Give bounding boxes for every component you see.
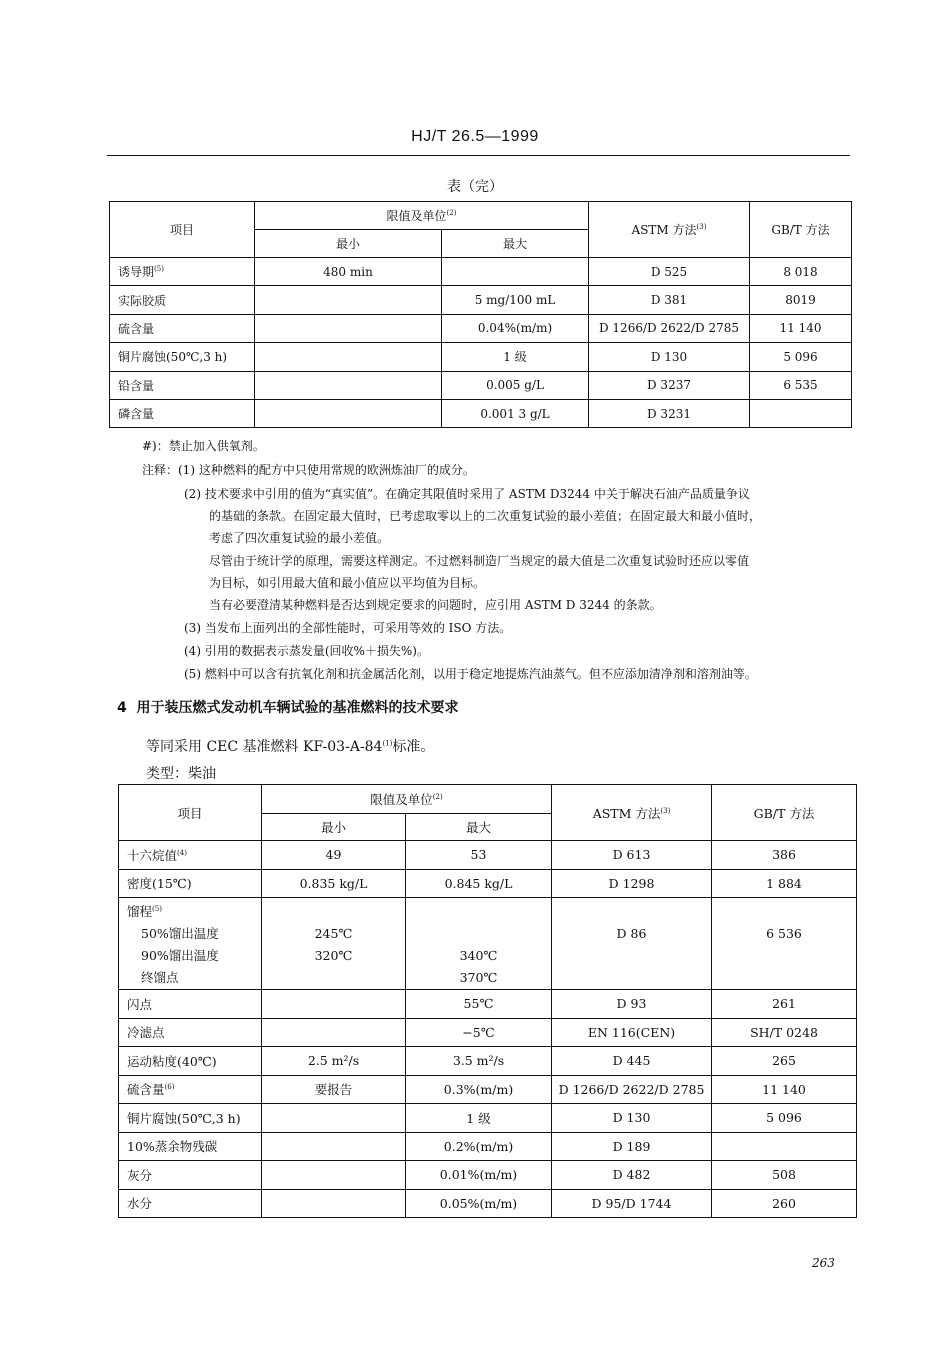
table-row [119,1018,857,1047]
note-2b: 的基础的条款。在固定最大值时，已考虑取零以上的二次重复试验的最小差值；在固定最大和最小值时， [209,509,762,523]
table2-cell-item [119,1161,262,1190]
table1-cell-gbt [750,343,852,371]
table1-cell-item [110,314,255,342]
table1-gbt-text: 6 535 [783,378,818,393]
table1-gbt-text: 11 140 [779,321,822,336]
table1-cell-gbt [750,371,852,399]
table2-cell-max [406,1104,552,1133]
table2-astm-text: D 1298 [608,875,655,891]
table1-cell-astm [589,286,750,314]
table2-distillation [119,898,857,990]
table1-cell-item [110,343,255,371]
note-2d: 尽管由于统计学的原理，需要这样测定。不过燃料制造厂当规定的最大值是二次重复试验时还应以零值 [209,554,750,568]
table2-min-text: 0.835 kg/L [299,875,368,891]
note-2c: 考虑了四次重复试验的最小差值。 [209,531,390,545]
table2-cell-gbt [712,1161,857,1190]
table2-astm-text: D 1266/D 2622/D 2785 [558,1081,705,1097]
table2-item-text: 10%蒸余物残碳 [127,1139,218,1155]
table1-header-row [110,202,852,230]
table2-header-gbt: GB/T 方法 [712,785,857,841]
table2-cell-item [119,990,262,1019]
note-2f: 当有必要澄清某种燃料是否达到规定要求的问题时，应引用 ASTM D 3244 的条款。 [209,598,662,612]
table1-cell-min [255,314,442,342]
table2-header-limit [262,785,552,814]
table2-item-text: 冷滤点 [127,1025,165,1041]
table2-max-text: 1 级 [466,1110,491,1126]
table2-astm-text: EN 116(CEN) [587,1024,676,1040]
table2-cell-astm [552,1132,712,1161]
table2-cell-astm [552,1018,712,1047]
table2-cell-min [262,1132,406,1161]
table2-body-b [119,990,857,1218]
table-row [119,990,857,1019]
distill-gbt: 6 536 [766,926,802,941]
table1-item-text: 硫含量 [118,321,155,336]
table2-item-note: (6) [164,1083,175,1092]
table2-cell-astm [552,1075,712,1104]
table2-cell-gbt [712,1075,857,1104]
table2-cell-astm [552,1047,712,1076]
table2-max-text: 55℃ [463,996,494,1012]
distill-max-cell [406,898,552,990]
table2-max-text: 0.2%(m/m) [443,1138,514,1154]
table2-cell-max [406,990,552,1019]
table1-cell-item [110,399,255,427]
table1-astm-text: D 130 [650,349,688,364]
table1-cell-gbt [750,314,852,342]
table1-header-limit-label: 限值及单位 [386,209,447,223]
table-row [110,286,852,314]
distill-max90: 340℃ [459,948,498,963]
table1-max-text: 0.001 3 g/L [480,406,550,421]
table2-cell-item [119,1104,262,1133]
table2-cell-min [262,1189,406,1218]
table1-header-limit-note: (2) [446,209,457,217]
table2-cell-item [119,1018,262,1047]
table2-cell-astm [552,990,712,1019]
table-row [119,841,857,870]
table1-cell-max [442,286,589,314]
table2-cell-gbt [712,1189,857,1218]
table-row [110,314,852,342]
table1-cell-min [255,286,442,314]
distill-item-note: (5) [152,904,162,913]
table2-gbt-text: 1 884 [766,875,802,891]
table1-min-text: 480 min [323,264,373,279]
table2-item-text: 密度(15℃) [127,876,192,892]
table1-cell-gbt [750,258,852,286]
table1-header-max: 最大 [442,230,589,258]
table1-caption: 表（完） [447,179,503,195]
table1-max-text: 1 级 [503,350,527,365]
para1-note: (1) [382,739,393,748]
table1-item-text: 铜片腐蚀(50℃,3 h) [118,350,228,365]
table2-cell-gbt [712,1104,857,1133]
table1-header-gbt: GB/T 方法 [750,202,852,258]
table2-cell-min [262,990,406,1019]
table2-max-text: 0.05%(m/m) [439,1195,518,1211]
table-row [119,1189,857,1218]
table2-cell-max [406,1047,552,1076]
table2 [118,784,857,1218]
table1-astm-text: D 525 [650,264,688,279]
table2-cell-min [262,869,406,898]
table2-astm-text: D 189 [612,1138,651,1154]
table2-cell-gbt [712,990,857,1019]
table2-header-astm-label: ASTM 方法 [592,805,661,821]
table1-cell-max [442,258,589,286]
table2-header-limit-label: 限值及单位 [370,792,433,807]
distill-min50: 245℃ [314,926,353,941]
table2-cell-max [406,841,552,870]
table1-header-min: 最小 [255,230,442,258]
table1-cell-max [442,343,589,371]
table2-astm-text: D 93 [616,996,647,1012]
table2-cell-astm [552,1104,712,1133]
table1-astm-text: D 3231 [647,406,691,421]
table1-cell-min [255,399,442,427]
distill-min90: 320℃ [314,948,353,963]
table1-cell-item [110,258,255,286]
page-number: 263 [812,1256,835,1270]
table2-cell-min [262,1104,406,1133]
distill-item-label [127,901,257,923]
distill-gbt-cell [712,898,857,990]
table1-cell-item [110,371,255,399]
note-3: (3) 当发布上面列出的全部性能时，可采用等效的 ISO 方法。 [184,621,512,635]
table2-gbt-text: 265 [772,1053,796,1069]
table2-item-text: 铜片腐蚀(50℃,3 h) [127,1110,241,1126]
table-row [110,258,852,286]
table-row [119,1075,857,1104]
table2-cell-gbt [712,841,857,870]
table2-header-item: 项目 [119,785,262,841]
table2-min-text: 2.5 m²/s [307,1053,360,1069]
table2-gbt-text: 261 [772,996,796,1012]
table2-item-text: 闪点 [127,996,153,1012]
section-4-number: 4 [117,700,127,716]
table1-item-text: 铅含量 [118,378,155,393]
table1-body [110,258,852,428]
table2-item-text: 十六烷值 [127,847,178,863]
table1-astm-text: D 1266/D 2622/D 2785 [598,321,739,336]
table2-gbt-text: 11 140 [762,1081,806,1097]
distill-astm-cell [552,898,712,990]
table2-cell-min [262,841,406,870]
distill-r50: 50%馏出温度 [141,926,219,941]
distill-rend: 终馏点 [141,970,179,985]
table2-cell-max [406,1132,552,1161]
table2-cell-gbt [712,869,857,898]
table1-header-astm-note: (3) [696,223,707,231]
distill-min-cell [262,898,406,990]
table-row [110,399,852,427]
table2-header-min: 最小 [262,814,406,841]
table1-cell-gbt [750,286,852,314]
table1-header-limit [255,202,589,230]
table2-cell-astm [552,1189,712,1218]
table2-astm-text: D 445 [612,1053,651,1069]
para1-text-a: 等同采用 CEC 基准燃料 KF-03-A-84 [146,739,383,755]
table1-item-text: 磷含量 [118,407,155,422]
table1 [109,201,852,428]
table1-header-astm [589,202,750,258]
table2-cell-min [262,1047,406,1076]
table1-gbt-text: 8 018 [783,264,818,279]
note-hash: #)：禁止加入供氧剂。 [142,439,265,453]
note-5: (5) 燃料中可以含有抗氧化剂和抗金属活化剂，以用于稳定地提炼汽油蒸气。但不应添加清净剂和溶剂油等。 [184,667,757,681]
table2-cell-gbt [712,1018,857,1047]
table2-header-astm [552,785,712,841]
table2-cell-gbt [712,1132,857,1161]
table1-cell-min [255,371,442,399]
table2-max-text: 0.3%(m/m) [443,1081,514,1097]
table2-cell-item [119,1132,262,1161]
table2-item-text: 水分 [127,1196,153,1212]
table1-cell-max [442,314,589,342]
distill-item-cell [119,898,262,990]
table-row-distillation [119,898,857,990]
table1-cell-item [110,286,255,314]
table2-cell-astm [552,869,712,898]
table2-cell-min [262,1018,406,1047]
table-row [119,1047,857,1076]
section-4-heading [117,697,459,717]
table2-header-limit-note: (2) [432,792,443,801]
table1-cell-max [442,371,589,399]
table2-astm-text: D 130 [612,1110,651,1126]
table2-cell-max [406,1161,552,1190]
table2-cell-item [119,1047,262,1076]
distill-item-text: 馏程 [127,904,153,919]
table1-item-text: 诱导期 [118,265,155,280]
table2-cell-max [406,869,552,898]
table2-gbt-text: 386 [772,847,796,863]
table2-header-max: 最大 [406,814,552,841]
table1-max-text: 0.005 g/L [486,378,544,393]
table2-max-text: 53 [470,847,487,863]
table2-astm-text: D 613 [612,847,651,863]
table1-astm-text: D 3237 [647,378,691,393]
table1-cell-astm [589,343,750,371]
table2-max-text: 3.5 m²/s [452,1053,505,1069]
table2-astm-text: D 482 [612,1167,651,1183]
table2-cell-max [406,1075,552,1104]
table2-header-astm-note: (3) [660,806,671,815]
table1-max-text: 0.04%(m/m) [477,321,553,336]
table2-item-note: (4) [177,848,187,857]
table2-item-text: 运动粘度(40℃) [127,1053,217,1069]
table2-cell-astm [552,1161,712,1190]
table1-astm-text: D 381 [650,293,688,308]
page-header: HJ/T 26.5—1999 [411,128,539,145]
header-rule [107,155,850,156]
table2-cell-gbt [712,1047,857,1076]
table1-cell-max [442,399,589,427]
table2-min-text: 49 [325,847,342,863]
table-row [110,343,852,371]
table-row [110,371,852,399]
table1-gbt-text: 5 096 [783,349,818,364]
table2-item-text: 灰分 [127,1167,153,1183]
table1-item-text: 实际胶质 [118,293,167,308]
table2-header-row [119,785,857,814]
table2-cell-min [262,1075,406,1104]
section-4-title: 用于装压燃式发动机车辆试验的基准燃料的技术要求 [136,700,459,716]
table-row [119,869,857,898]
table1-header-item: 项目 [110,202,255,258]
table2-cell-item [119,869,262,898]
table2-cell-min [262,1161,406,1190]
table2-astm-text: D 95/D 1744 [591,1195,672,1211]
table2-gbt-text: 5 096 [766,1110,802,1126]
distill-astm: D 86 [616,926,647,941]
table-row [119,1161,857,1190]
table2-cell-item [119,1075,262,1104]
distill-maxend: 370℃ [459,970,498,985]
table2-body-a [119,841,857,898]
section-4-paragraph-2: 类型：柴油 [146,766,216,782]
table1-item-note: (5) [154,265,164,274]
table2-gbt-text: 260 [772,1195,796,1211]
distill-r90: 90%馏出温度 [141,948,219,963]
table2-min-text: 要报告 [314,1082,353,1098]
table1-cell-min [255,343,442,371]
note-2e: 为目标，如引用最大值和最小值应以平均值为目标。 [209,576,486,590]
table2-max-text: −5℃ [462,1024,495,1040]
note-2a: (2) 技术要求中引用的值为“真实值”。在确定其限值时采用了 ASTM D3244 中关于解决石油产品质量争议 [184,487,750,501]
table2-gbt-text: SH/T 0248 [750,1024,818,1040]
table2-cell-item [119,1189,262,1218]
table1-cell-astm [589,314,750,342]
table1-cell-min [255,258,442,286]
table-row [119,1132,857,1161]
table1-header-astm-label: ASTM 方法 [631,223,697,237]
table2-item-text: 硫含量 [127,1082,165,1098]
table2-max-text: 0.845 kg/L [444,875,513,891]
table1-gbt-text: 8019 [785,293,816,308]
table2-cell-max [406,1189,552,1218]
table2-max-text: 0.01%(m/m) [439,1167,518,1183]
para1-text-b: 标准。 [392,739,435,755]
table1-cell-astm [589,258,750,286]
note-4: (4) 引用的数据表示蒸发量(回收%＋损失%)。 [184,644,429,658]
table1-cell-astm [589,399,750,427]
table1-max-text: 5 mg/100 mL [474,293,556,308]
section-4-paragraph-1 [146,736,434,756]
table1-cell-astm [589,371,750,399]
table1-cell-gbt [750,399,852,427]
table2-cell-item [119,841,262,870]
table-row [119,1104,857,1133]
table2-cell-max [406,1018,552,1047]
table2-cell-astm [552,841,712,870]
note-1: 注释：(1) 这种燃料的配方中只使用常规的欧洲炼油厂的成分。 [142,463,475,477]
table2-gbt-text: 508 [772,1167,796,1183]
